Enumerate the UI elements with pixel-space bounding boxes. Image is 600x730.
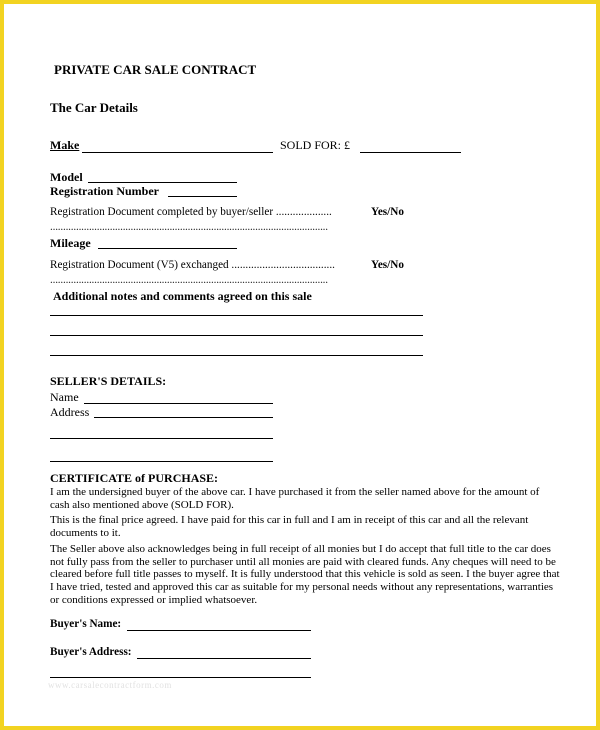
buyer-name-field[interactable] [127, 630, 311, 631]
certificate-paragraph-2: This is the final price agreed. I have paid for this car in full and I am in receipt of this car and all the relevant documents to it. [50, 514, 529, 539]
watermark-text: www.carsalecontractform.com [48, 680, 172, 690]
registration-number-field[interactable] [168, 196, 237, 197]
sold-for-field[interactable] [360, 152, 461, 153]
contract-page [4, 4, 596, 726]
v5-exchanged-dots: ........................................................................................................... [50, 274, 328, 286]
make-label: Make [50, 138, 80, 152]
car-details-heading: The Car Details [50, 100, 138, 115]
buyer-name-label: Buyer's Name: [50, 618, 122, 630]
certificate-paragraph-1: I am the undersigned buyer of the above car. I have purchased it from the seller named above for the amount of cash also mentioned above (SOLD FOR). [50, 486, 540, 511]
notes-line-1[interactable] [50, 315, 423, 316]
seller-name-label: Name [50, 390, 79, 404]
document-title: PRIVATE CAR SALE CONTRACT [54, 62, 257, 77]
mileage-label: Mileage [50, 236, 91, 250]
buyer-address-line-2[interactable] [50, 677, 311, 678]
seller-address-field[interactable] [94, 417, 273, 418]
seller-name-field[interactable] [84, 403, 273, 404]
seller-address-line-2[interactable] [50, 438, 273, 439]
v5-exchanged-choice[interactable]: Yes/No [371, 259, 404, 271]
seller-address-line-3[interactable] [50, 461, 273, 462]
registration-document-choice[interactable]: Yes/No [371, 206, 404, 218]
registration-document-dots: ........................................................................................................... [50, 221, 328, 233]
notes-line-3[interactable] [50, 355, 423, 356]
sold-for-label: SOLD FOR: £ [280, 138, 351, 152]
additional-notes-label: Additional notes and comments agreed on this sale [53, 289, 312, 303]
model-field[interactable] [88, 182, 237, 183]
v5-exchanged-label: Registration Document (V5) exchanged ..................................... [50, 259, 335, 271]
certificate-heading: CERTIFICATE of PURCHASE: [50, 471, 219, 485]
registration-number-label: Registration Number [50, 184, 159, 198]
mileage-field[interactable] [98, 248, 237, 249]
make-field[interactable] [82, 152, 273, 153]
notes-line-2[interactable] [50, 335, 423, 336]
model-label: Model [50, 170, 83, 184]
certificate-paragraph-3: The Seller above also acknowledges being in full receipt of all monies but I do accept that full title to the car does not fully pass from the seller to purchaser until all monies are paid with cleared funds. Any cheques will need to be cleared before full title passes to myself. It is fully understood that this vehicle is sold as seen. I the buyer agree that I have tried, tested and approved this car as suitable for my personal needs without any representations, warranties or conditions expressed or implied whatsoever. [50, 543, 560, 606]
registration-document-label: Registration Document completed by buyer/seller .................... [50, 206, 332, 218]
buyer-address-label: Buyer's Address: [50, 646, 132, 658]
seller-details-heading: SELLER'S DETAILS: [50, 374, 167, 388]
seller-address-label: Address [50, 405, 90, 419]
buyer-address-field[interactable] [137, 658, 311, 659]
